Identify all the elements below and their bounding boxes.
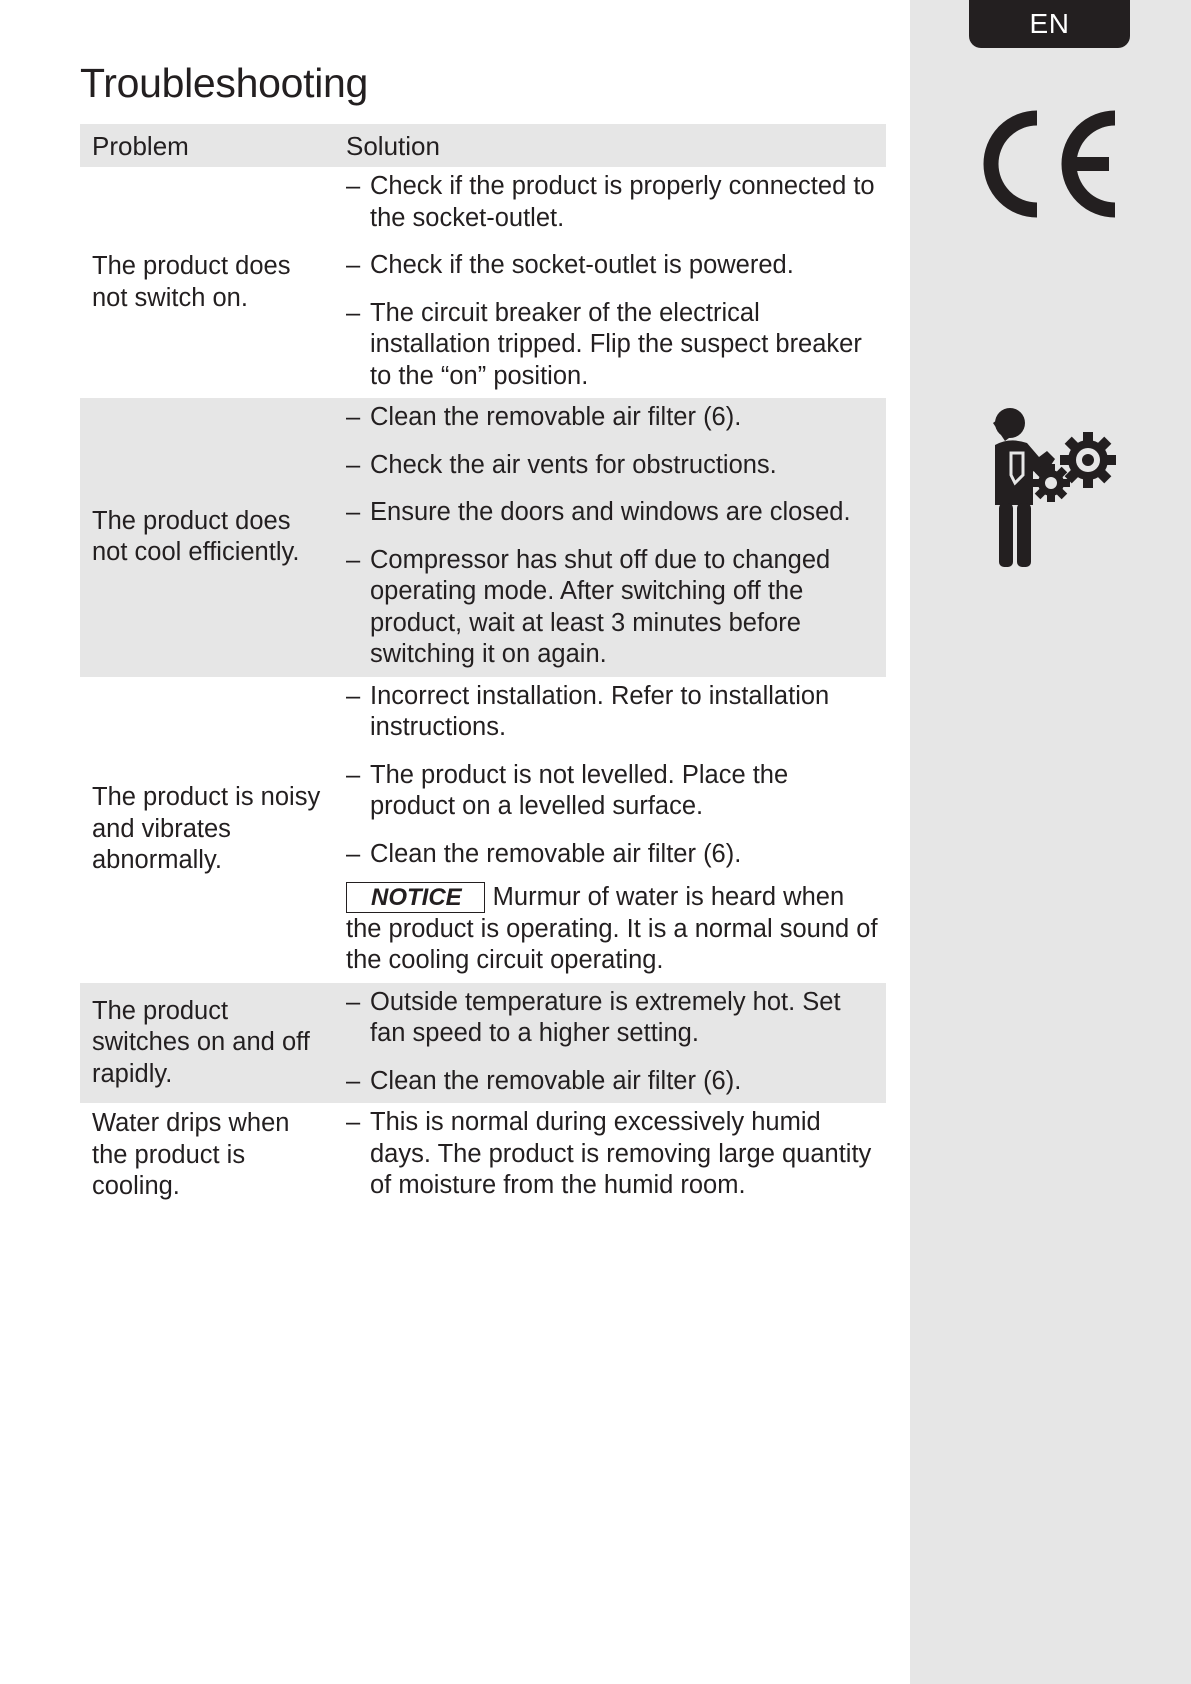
solution-cell — [334, 167, 886, 398]
solution-text: Check if the product is properly connected to the socket-outlet. — [370, 172, 875, 232]
solution-item — [346, 839, 878, 871]
notice-block — [346, 882, 878, 977]
sidebar-band — [910, 0, 1191, 1684]
solution-text: The product is not levelled. Place the product on a levelled surface. — [370, 760, 789, 820]
solution-item — [346, 545, 878, 671]
dash-marker: – — [346, 498, 361, 526]
dash-marker: – — [346, 1108, 361, 1136]
solution-item — [346, 1066, 878, 1098]
dash-marker: – — [346, 987, 361, 1016]
header-solution: Solution — [334, 124, 886, 167]
solution-item — [346, 1107, 878, 1202]
notice-text: Murmur of water is heard when the product is operating. It is a normal sound of the cooling circuit operating. — [346, 883, 878, 974]
dash-marker: – — [346, 298, 361, 327]
dash-marker: – — [346, 760, 361, 789]
solution-item — [346, 760, 878, 823]
solution-text: Clean the removable air filter (6). — [370, 1066, 742, 1095]
dash-marker: – — [346, 545, 361, 574]
page-title: Troubleshooting — [80, 60, 369, 106]
solution-item — [346, 250, 878, 282]
solution-item — [346, 402, 878, 434]
solution-text: The circuit breaker of the electrical installation tripped. Flip the suspect breaker to the “on” position. — [370, 298, 862, 390]
dash-marker: – — [346, 251, 361, 279]
solution-item — [346, 298, 878, 393]
table-header-row — [80, 124, 886, 167]
dash-marker: – — [346, 172, 361, 200]
header-problem: Problem — [80, 124, 334, 167]
solution-cell — [334, 1103, 886, 1208]
solution-item — [346, 171, 878, 234]
dash-marker: – — [346, 403, 361, 431]
problem-cell: The product is noisy and vibrates abnormally. — [92, 783, 321, 875]
problem-cell: The product does not switch on. — [92, 252, 291, 312]
notice-badge: NOTICE — [346, 882, 485, 913]
table-row — [80, 398, 886, 677]
table-row — [80, 677, 886, 983]
problem-cell: Water drips when the product is cooling. — [92, 1109, 290, 1200]
dash-marker: – — [346, 681, 361, 710]
solution-text: Clean the removable air filter (6). — [370, 839, 742, 868]
language-tab: EN — [969, 0, 1130, 48]
solution-item — [346, 450, 878, 482]
solution-text: Check if the socket-outlet is powered. — [370, 251, 794, 279]
table-row — [80, 1103, 886, 1208]
solution-cell — [334, 398, 886, 677]
troubleshooting-person-gears-icon — [975, 405, 1125, 570]
solution-text: Incorrect installation. Refer to installation instructions. — [370, 681, 830, 741]
solution-text: Compressor has shut off due to changed operating mode. After switching off the product, wait at least 3 minutes before switching it on again. — [370, 545, 831, 668]
solution-text: Outside temperature is extremely hot. Set fan speed to a higher setting. — [370, 987, 841, 1047]
solution-cell — [334, 677, 886, 983]
solution-text: This is normal during excessively humid days. The product is removing large quantity of moisture from the humid room. — [370, 1108, 872, 1199]
solution-cell — [334, 983, 886, 1104]
table-row — [80, 983, 886, 1104]
solution-text: Ensure the doors and windows are closed. — [370, 498, 851, 526]
problem-cell: The product does not cool efficiently. — [80, 398, 334, 677]
dash-marker: – — [346, 1066, 361, 1095]
troubleshooting-table — [80, 124, 886, 1208]
solution-text: Clean the removable air filter (6). — [370, 403, 742, 431]
solution-item — [346, 681, 878, 744]
ce-mark-icon — [975, 110, 1125, 218]
problem-cell: The product switches on and off rapidly. — [80, 983, 334, 1104]
solution-item — [346, 497, 878, 529]
solution-text: Check the air vents for obstructions. — [370, 450, 777, 479]
solution-item — [346, 987, 878, 1050]
dash-marker: – — [346, 839, 361, 868]
table-row — [80, 167, 886, 398]
dash-marker: – — [346, 450, 361, 479]
